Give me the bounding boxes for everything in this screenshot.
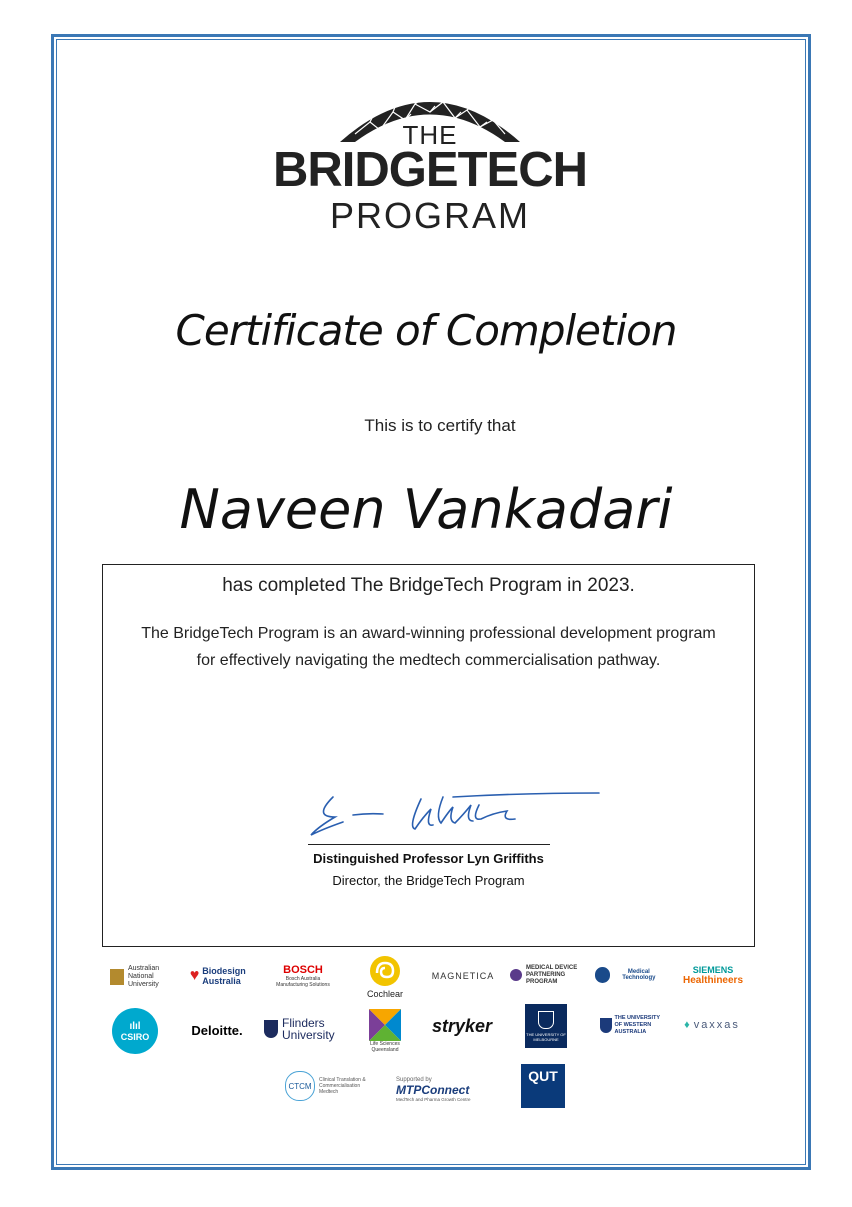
certificate-title: Certificate of Completion <box>175 306 677 355</box>
qut-logo: QUT <box>521 1064 565 1108</box>
anu-crest-icon <box>110 969 124 985</box>
stryker-logo: stryker <box>431 1015 493 1036</box>
mtaa-logo: Medical Technology <box>595 964 665 986</box>
ctcm-circle-icon: CTCM <box>285 1071 315 1101</box>
ctcm-logo: CTCM Clinical Translation & Commercialisation Medtech <box>284 1068 368 1104</box>
flinders-logo: Flinders University <box>262 1014 342 1044</box>
melbourne-crest-icon <box>538 1011 554 1029</box>
completion-details-box <box>102 564 755 947</box>
anu-logo: Australian National University <box>108 964 164 990</box>
csiro-logo: ılıl CSIRO <box>112 1008 158 1054</box>
mtaa-icon <box>595 967 610 983</box>
signature-image <box>303 787 603 847</box>
lsq-logo: Life Sciences Queensland <box>362 1006 408 1056</box>
uwa-crest-icon <box>600 1018 612 1033</box>
deloitte-logo: Deloitte. <box>191 1022 243 1038</box>
program-description: The BridgeTech Program is an award-winning professional development program for effectively navigating the medtech commercialisation pathway. <box>141 625 716 669</box>
mdpp-icon <box>510 969 522 981</box>
lsq-icon <box>369 1009 401 1041</box>
flinders-shield-icon <box>264 1020 278 1038</box>
biodesign-logo: ♥ Biodesign Australia <box>189 966 246 986</box>
certify-text: This is to certify that <box>364 416 516 435</box>
csiro-bars-icon: ılıl <box>129 1020 141 1032</box>
mdpp-logo: MEDICAL DEVICE PARTNERING PROGRAM <box>508 962 586 988</box>
signer-role: Director, the BridgeTech Program <box>332 873 525 888</box>
vaxxas-logo: ♦ vaxxas <box>684 1019 740 1031</box>
heart-icon: ♥ <box>189 967 200 984</box>
recipient-name: Naveen Vankadari <box>179 478 673 541</box>
logo-bridgetech-text: BRIDGETECH <box>273 143 587 197</box>
logo-program-text: PROGRAM <box>329 195 530 236</box>
logo-the-text: THE <box>402 120 458 150</box>
cochlear-icon <box>365 955 405 989</box>
cochlear-logo: Cochlear <box>356 954 414 1000</box>
melbourne-logo: THE UNIVERSITY OF MELBOURNE <box>525 1004 567 1048</box>
mtpconnect-logo: Supported by MTPConnect MedTech and Pharma Growth Centre <box>396 1076 471 1102</box>
uwa-logo: THE UNIVERSITY OF WESTERN AUSTRALIA <box>598 1012 664 1038</box>
completed-text: has completed The BridgeTech Program in 2023. <box>222 575 635 596</box>
signature-line <box>308 844 550 845</box>
bosch-logo: BOSCH Bosch Australia Manufacturing Solutions <box>276 964 330 988</box>
vaxxas-icon: ♦ <box>684 1019 692 1031</box>
siemens-healthineers-logo: SIEMENS Healthineers <box>682 964 744 986</box>
magnetica-logo: MAGNETICA <box>431 971 495 981</box>
bridgetech-logo <box>270 80 590 240</box>
signer-name: Distinguished Professor Lyn Griffiths <box>313 851 544 866</box>
